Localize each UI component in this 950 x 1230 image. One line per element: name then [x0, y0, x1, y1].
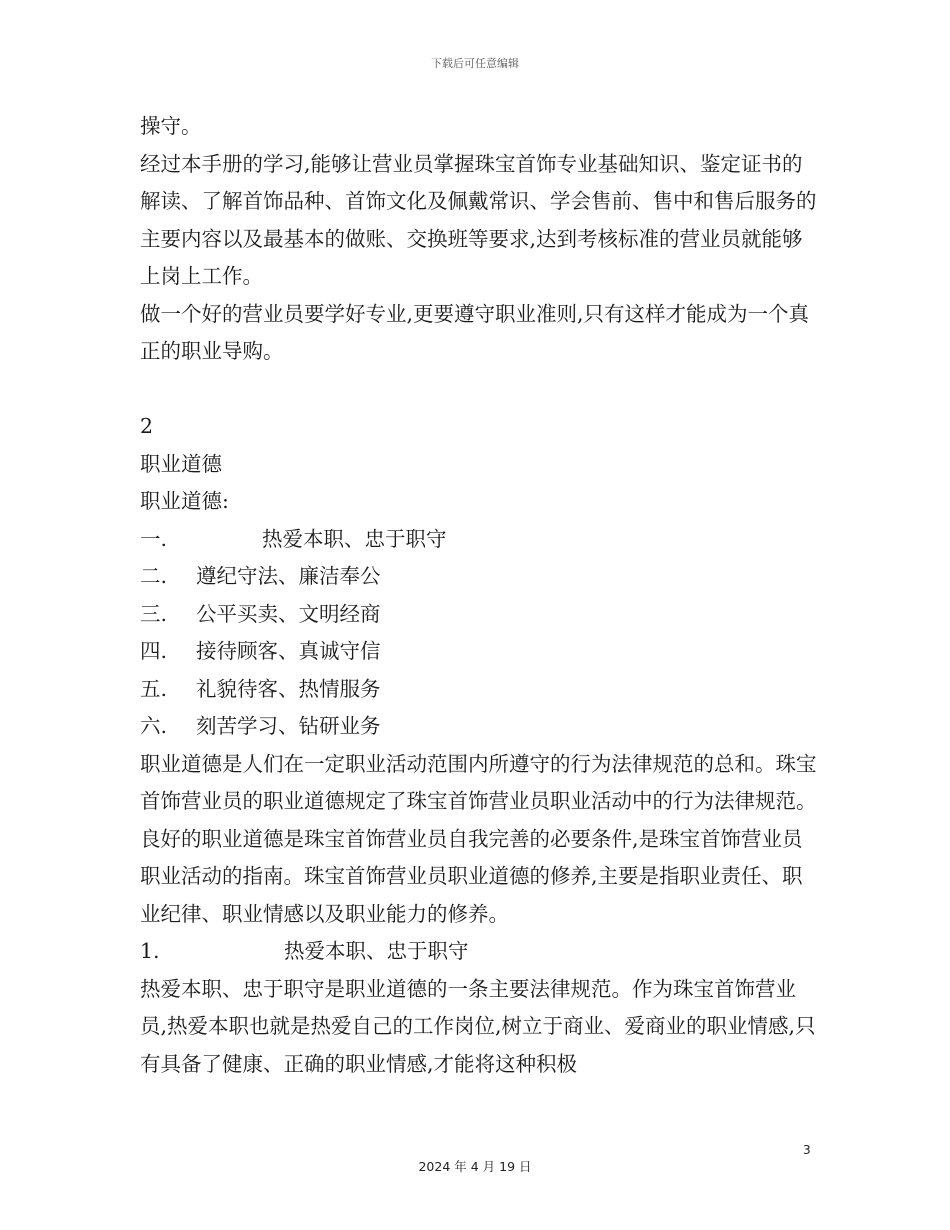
paragraph: 经过本手册的学习,能够让营业员掌握珠宝首饰专业基础知识、鉴定证书的解读、了解首饰品种、首饰文化及佩戴常识、学会售前、售中和售后服务的主要内容以及最基本的做账、交换班等要求,达到考核标准的营业员就能够上岗上工作。 [140, 151, 817, 288]
list-item [140, 558, 820, 596]
list-item-number: 五. [140, 676, 168, 701]
list-item-number: 三. [140, 601, 168, 626]
list-item [140, 633, 820, 671]
list-item-number: 六. [140, 714, 168, 738]
paragraph: 职业道德是人们在一定职业活动范围内所遵守的行为法律规范的总和。珠宝首饰营业员的职业道德规定了珠宝首饰营业员职业活动中的行为法律规范。良好的职业道德是珠宝首饰营业员自我完善的必要条件,是珠宝首饰营业员职业活动的指南。珠宝首饰营业员职业道德的修养,主要是指职业责任、职业纪律、职业情感以及职业能力的修养。 [140, 751, 817, 926]
list-item-number: 一. [140, 526, 168, 551]
list-item-text: 刻苦学习、钻研业务 [196, 714, 381, 738]
list-item-number: 四. [140, 639, 168, 663]
paragraph: 操守。 [140, 114, 202, 138]
blank-line [140, 371, 820, 409]
list-item-text: 遵纪守法、廉洁奉公 [196, 564, 381, 588]
list-item [140, 521, 820, 559]
sub-heading [140, 933, 820, 971]
sub-heading-text: 热爱本职、忠于职守 [284, 939, 469, 963]
list-item-text: 礼貌待客、热情服务 [196, 676, 381, 701]
section-title: 职业道德 [140, 451, 222, 476]
list-item-text: 公平买卖、文明经商 [196, 601, 381, 626]
list-heading: 职业道德: [140, 489, 229, 513]
document-body [140, 108, 820, 1083]
list-item [140, 708, 820, 746]
header-note: 下载后可任意编辑 [431, 57, 519, 70]
list-item-text: 热爱本职、忠于职守 [262, 526, 447, 551]
paragraph: 热爱本职、忠于职守是职业道德的一条主要法律规范。作为珠宝首饰营业员,热爱本职也就是热爱自己的工作岗位,树立于商业、爱商业的职业情感,只有具备了健康、正确的职业情感,才能将这种积极 [140, 976, 816, 1076]
list-item-number: 二. [140, 564, 168, 588]
list-item-text: 接待顾客、真诚守信 [196, 639, 381, 663]
page-number: 3 [803, 1143, 811, 1157]
list-item [140, 671, 820, 709]
paragraph: 做一个好的营业员要学好专业,更要遵守职业准则,只有这样才能成为一个真正的职业导购。 [140, 301, 810, 363]
footer-date: 2024 年 4 月 19 日 [418, 1159, 532, 1174]
section-number: 2 [140, 414, 154, 438]
sub-heading-number: 1. [140, 939, 160, 963]
list-item [140, 596, 820, 634]
